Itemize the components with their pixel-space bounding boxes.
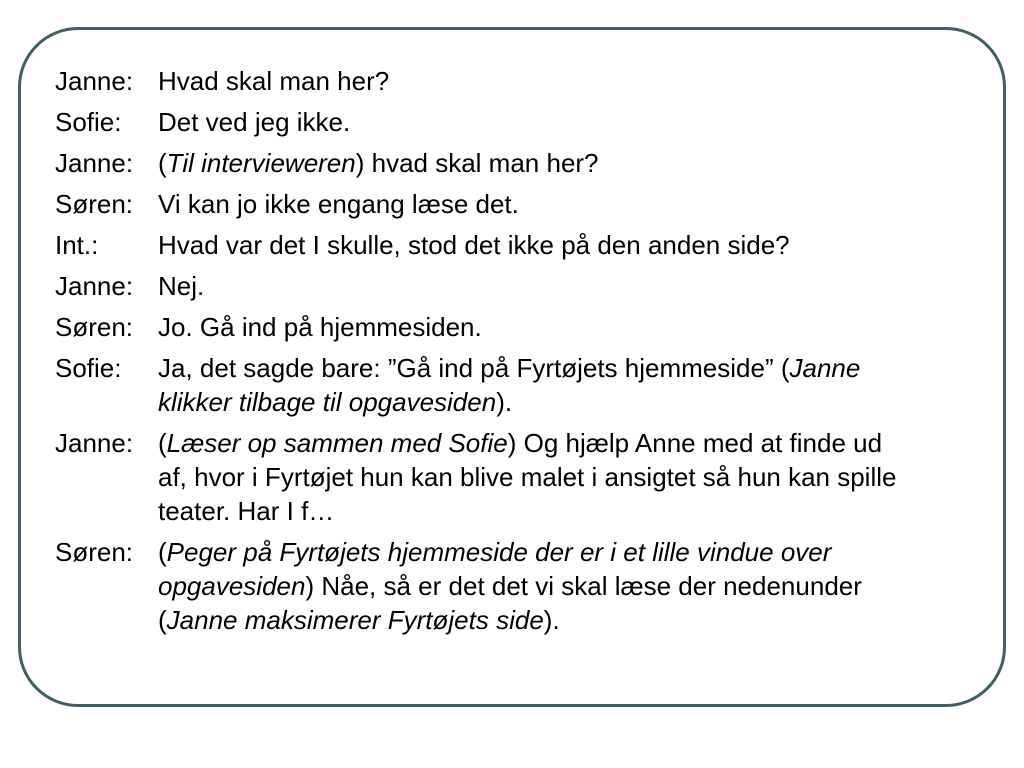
dialogue-turn [55,535,915,637]
speaker-label: Janne: [55,66,134,96]
utterance [158,310,915,344]
utterance-text: ( [158,428,167,458]
utterance [158,269,915,303]
utterance [158,64,915,98]
utterance [158,426,915,528]
utterance-text: ). [543,605,560,635]
utterance-text: Det ved jeg ikke. [158,107,351,137]
stage-direction: Til intervieweren [166,148,356,178]
speaker-label: Søren: [55,312,134,342]
stage-direction: Peger på Fyrtøjets hjemmeside der er i et lille vindue over opgavesiden [158,537,832,601]
dialogue-turn [55,269,915,303]
utterance [158,146,915,180]
speaker-label: Janne: [55,271,134,301]
dialogue-transcript [55,64,915,644]
stage-direction: Janne klikker tilbage til opgavesiden [158,353,861,417]
utterance [158,105,915,139]
utterance-text: Ja, det sagde bare: ”Gå ind på Fyrtøjets hjemmeside” ( [158,353,790,383]
utterance-text: Jo. Gå ind på hjemmesiden. [158,312,482,342]
speaker-label: Janne: [55,148,134,178]
speaker-label: Sofie: [55,353,122,383]
utterance-text: Nej. [158,271,205,301]
dialogue-turn [55,228,915,262]
dialogue-turn [55,187,915,221]
utterance-text: ). [496,387,513,417]
speaker-label: Int.: [55,230,99,260]
speaker-label: Søren: [55,189,134,219]
stage-direction: Læser op sammen med Sofie [166,428,508,458]
speaker-label: Janne: [55,428,134,458]
utterance-text: ) Nåe, så er det det vi skal læse der nedenunder ( [158,571,862,635]
utterance-text: ) Og hjælp Anne med at finde ud af, hvor i Fyrtøjet hun kan blive malet i ansigtet så hun kan spille teater. Har I f… [158,428,897,526]
stage-direction: Janne maksimerer Fyrtøjets side [166,605,544,635]
dialogue-turn [55,146,915,180]
dialogue-turn [55,310,915,344]
utterance-text: ( [158,148,167,178]
speaker-label: Sofie: [55,107,122,137]
utterance [158,535,915,637]
speaker-label: Søren: [55,537,134,567]
utterance-text: Vi kan jo ikke engang læse det. [158,189,519,219]
utterance-text: ) hvad skal man her? [355,148,599,178]
dialogue-turn [55,426,915,528]
utterance [158,187,915,221]
dialogue-turn [55,64,915,98]
dialogue-turn [55,351,915,419]
dialogue-turn [55,105,915,139]
utterance-text: ( [158,537,167,567]
utterance [158,351,915,419]
utterance [158,228,915,262]
utterance-text: Hvad var det I skulle, stod det ikke på den anden side? [158,230,790,260]
utterance-text: Hvad skal man her? [158,66,390,96]
